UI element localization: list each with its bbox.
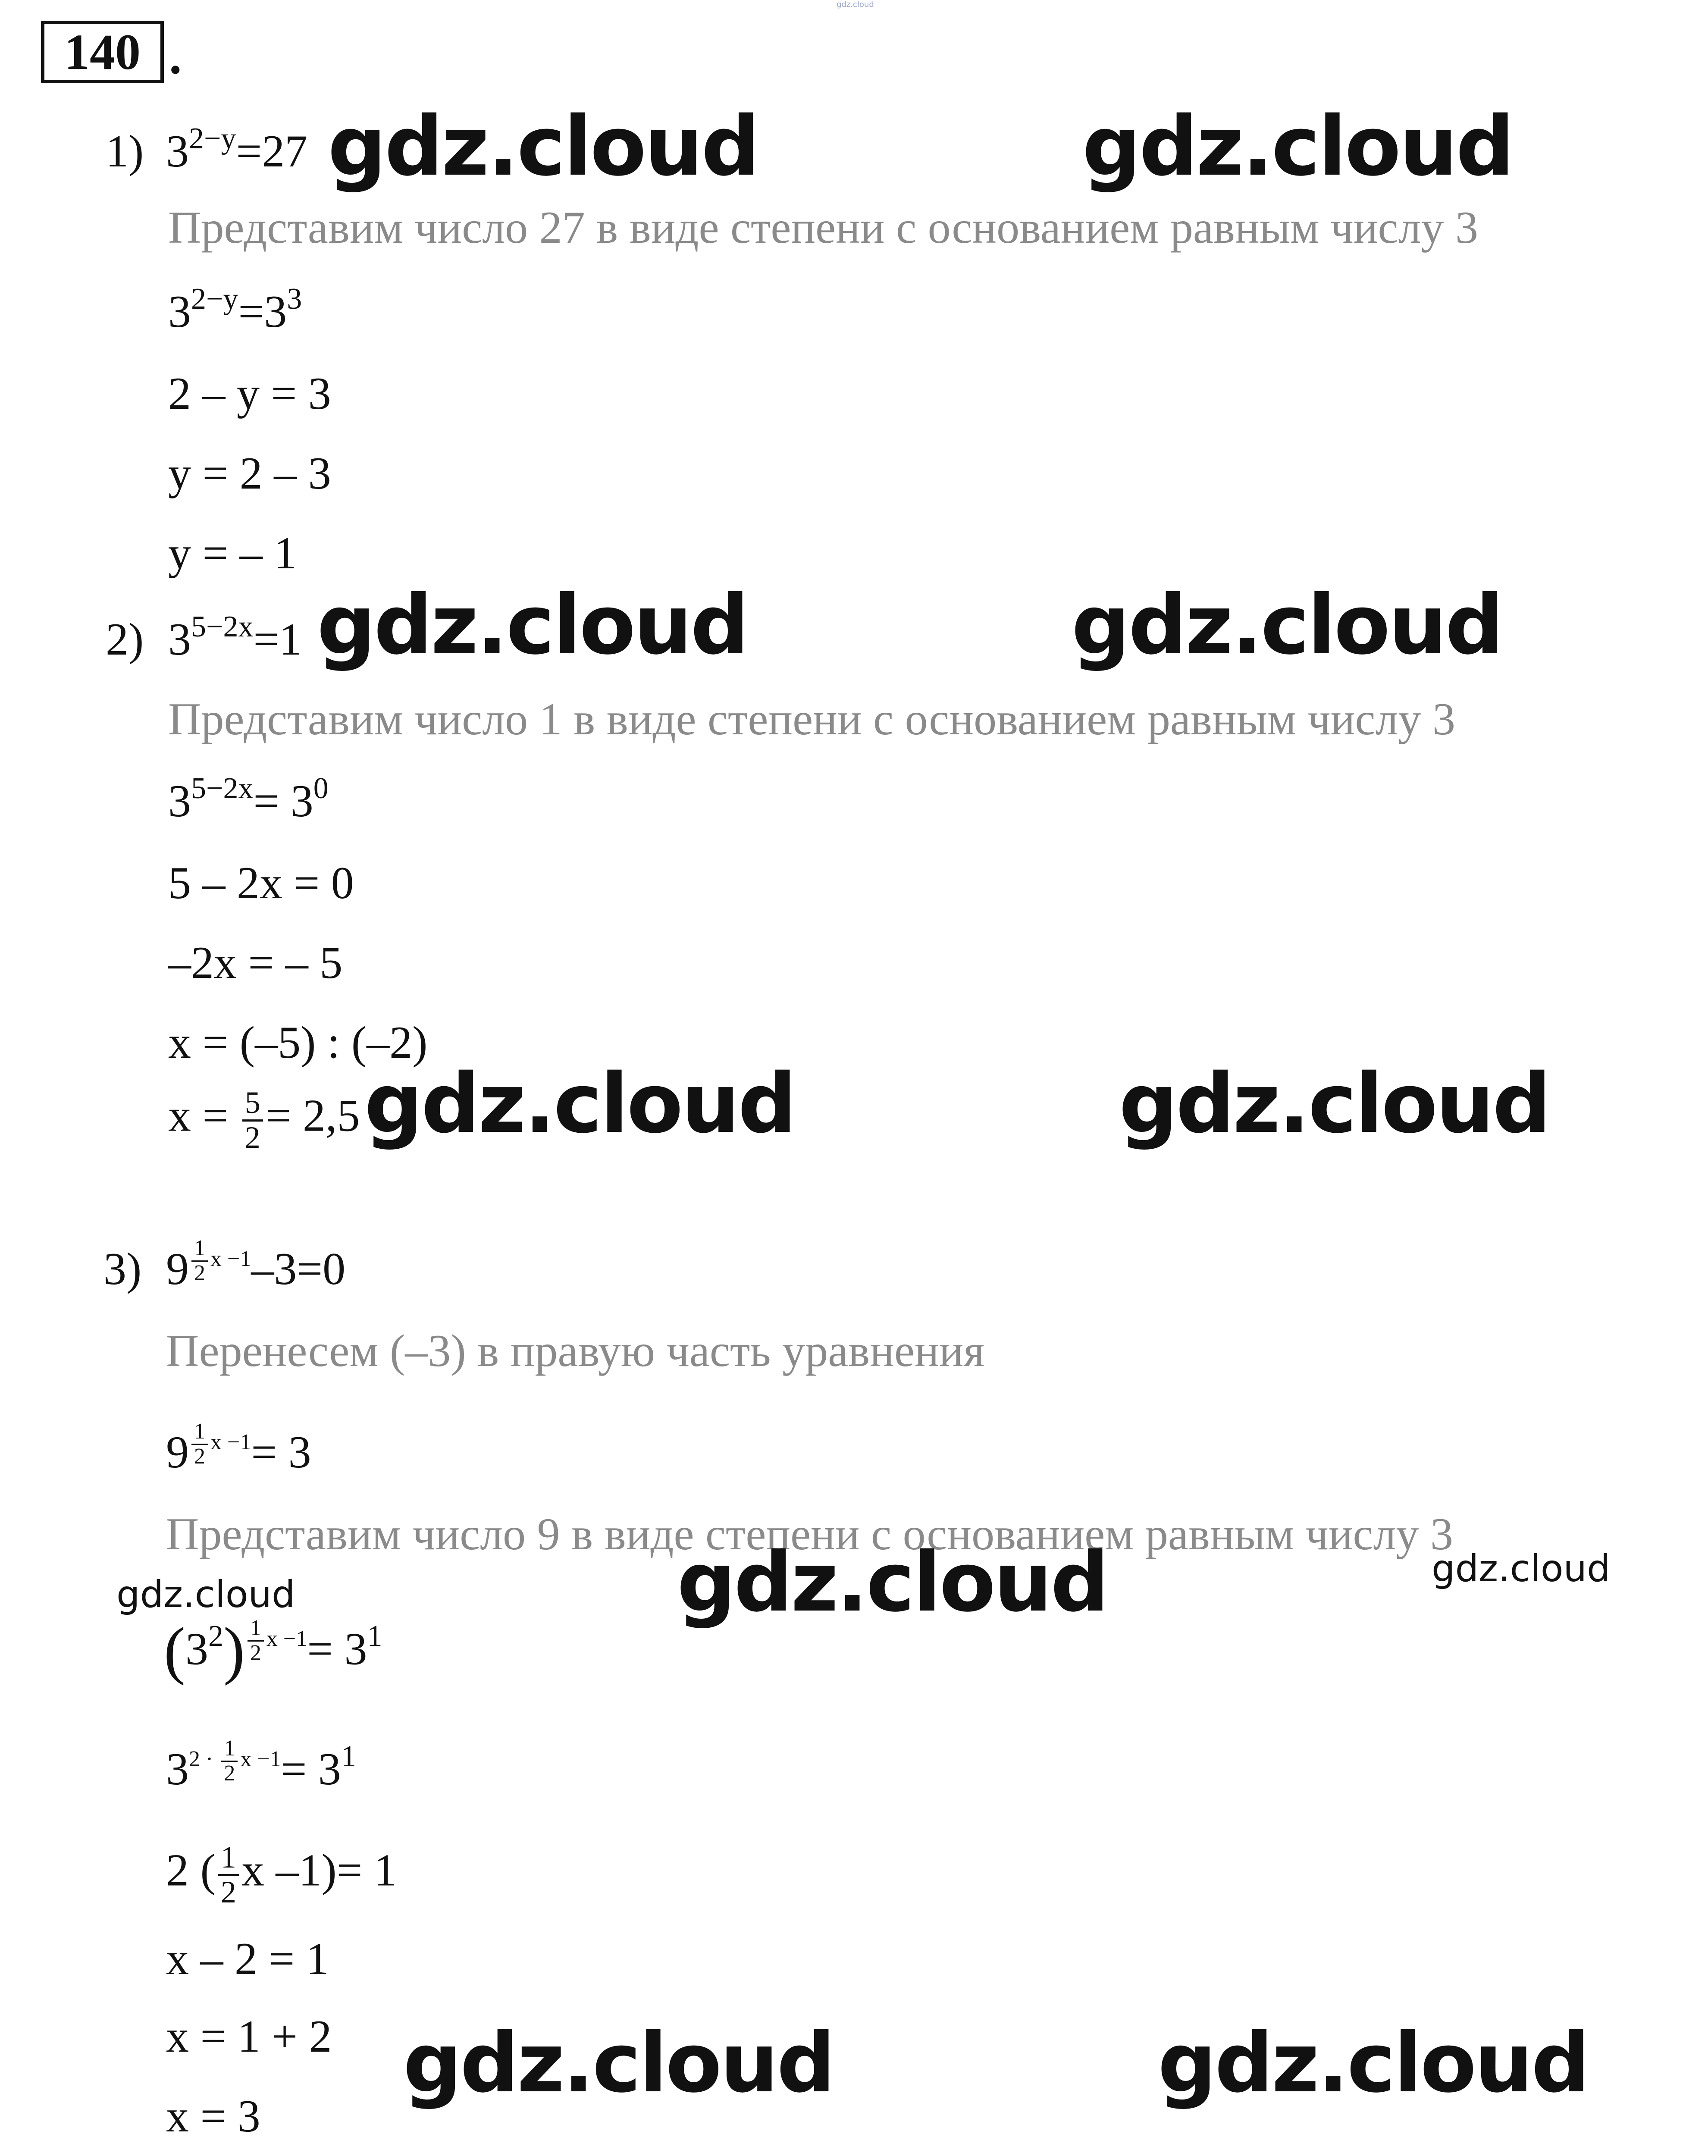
problem-2-step-4: x = (–5) : (–2) [168, 1017, 428, 1068]
watermark-6: gdz.cloud [1119, 1056, 1550, 1151]
watermark-8: gdz.cloud [403, 2015, 834, 2111]
fraction: $\frac{5}{2}$ [242, 1087, 263, 1154]
problem-3-step-1: 9 $^{\frac{1}{2} x -1}$= 3 [166, 1419, 311, 1477]
problem-3-step-4: 2 ( $\frac{1}{2}$ x –1)= 1 [166, 1840, 397, 1909]
problem-3-number: 3) [103, 1244, 142, 1294]
problem-1-step-1: $3^{2-y}=3^3$ [168, 282, 302, 337]
watermark-2: gdz.cloud [1082, 99, 1513, 194]
task-number: 140 [64, 23, 141, 80]
problem-2-step-5: x = $\frac{5}{2}$ = 2,5 [168, 1085, 360, 1155]
problem-3-equation: 9 $^{\frac{1}{2} x -1}$–3=0 [166, 1235, 346, 1294]
problem-1-step-4: y = – 1 [168, 528, 297, 578]
watermark-7: gdz.cloud [677, 1535, 1108, 1630]
watermark-3: gdz.cloud [317, 577, 748, 673]
task-number-dot: . [169, 28, 182, 85]
problem-3-comment-1: Перенесем (–3) в правую часть уравнения [166, 1326, 985, 1376]
problem-3-step-3: $3^{2 \cdot \frac{1}{2} x -1}= 3^1$ [166, 1736, 356, 1794]
watermark-small-1: gdz.cloud [116, 1573, 295, 1616]
problem-2-number: 2) [106, 614, 144, 664]
problem-1-step-3: y = 2 – 3 [168, 448, 331, 498]
problem-3-step-7: x = 3 [166, 2091, 260, 2141]
task-number-box [41, 21, 164, 83]
problem-1-equation: $3^{2-y}=27$ [166, 122, 308, 176]
problem-3-step-2: $(3^2)$ $^{\frac{1}{2} x -1}= 3^1$ [164, 1614, 382, 1686]
watermark-9: gdz.cloud [1158, 2015, 1589, 2111]
watermark-1: gdz.cloud [328, 99, 758, 194]
top-watermark-mark: gdz.cloud [837, 0, 874, 9]
watermark-4: gdz.cloud [1072, 577, 1502, 673]
problem-3-comment-2: Представим число 9 в виде степени с основанием равным числу 3 [166, 1509, 1453, 1559]
problem-1-step-2: 2 – y = 3 [168, 368, 331, 419]
problem-1-comment: Представим число 27 в виде степени с основанием равным числу 3 [168, 202, 1478, 253]
problem-3-step-5: x – 2 = 1 [166, 1934, 329, 1984]
problem-2-step-3: –2x = – 5 [168, 937, 343, 988]
problem-1-number: 1) [106, 126, 144, 176]
problem-2-step-1: $3^{5-2x}= 3^0$ [168, 772, 329, 826]
watermark-small-2: gdz.cloud [1432, 1547, 1611, 1590]
problem-2-equation: $3^{5-2x}=1$ [168, 610, 302, 664]
problem-2-step-2: 5 – 2x = 0 [168, 858, 354, 908]
problem-3-step-6: x = 1 + 2 [166, 2011, 332, 2062]
watermark-5: gdz.cloud [364, 1056, 795, 1151]
problem-2-comment: Представим число 1 в виде степени с основанием равным числу 3 [168, 694, 1455, 744]
